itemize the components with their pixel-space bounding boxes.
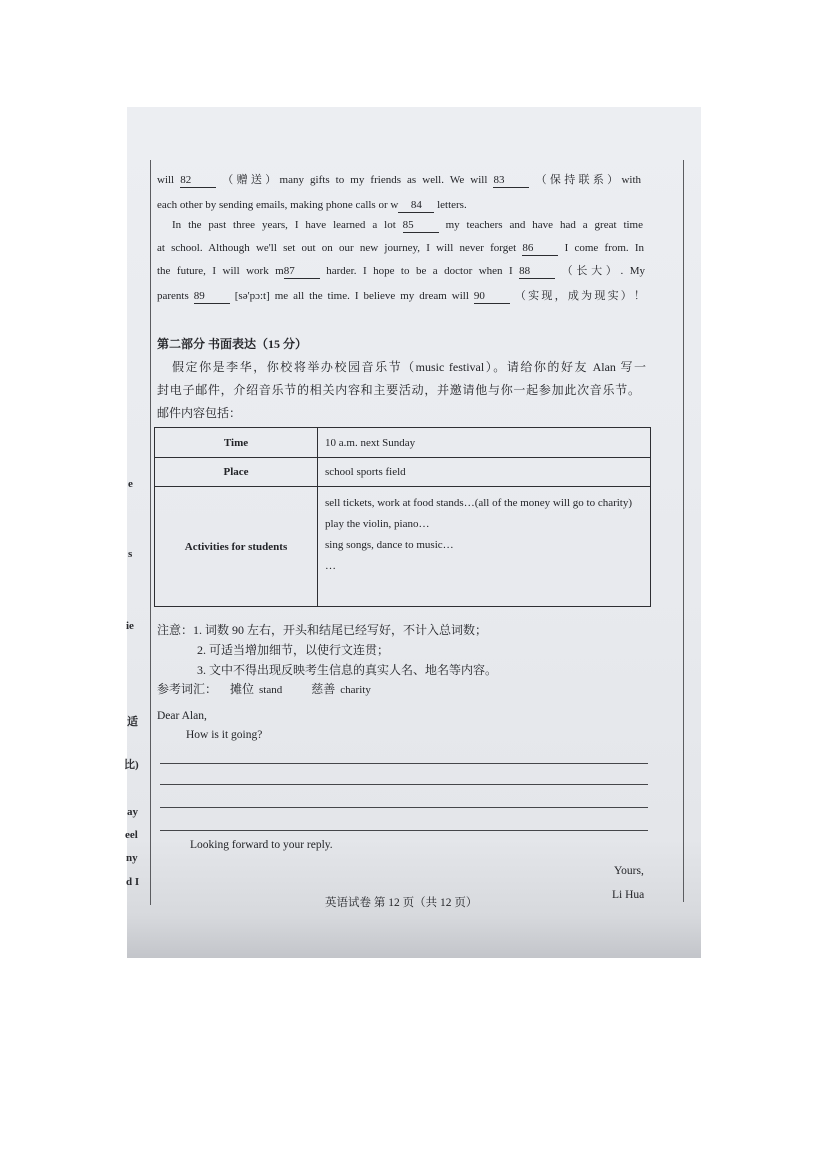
passage-text: In the past three years, I have learned a lot: [172, 219, 396, 231]
table-label-activities: Activities for students: [155, 487, 318, 607]
table-row: [155, 428, 651, 458]
writing-line: [160, 784, 648, 785]
answer-blank-86: 86: [522, 242, 558, 256]
passage-text: my teachers and have had a great time: [445, 219, 643, 231]
passage-text: the future, I will work m: [157, 265, 284, 277]
vocab-label: 参考词汇：: [157, 682, 218, 696]
margin-fragment: 适: [127, 716, 138, 728]
answer-blank-83: 83: [493, 174, 529, 188]
passage-line: [157, 197, 467, 213]
vocab-en: charity: [340, 684, 371, 696]
note-item: 1. 词数 90 左右，开头和结尾已经写好，不计入总词数；: [193, 623, 488, 637]
writing-line: [160, 763, 648, 764]
vocab-zh: 慈善: [311, 682, 336, 696]
letter-greeting: Dear Alan,: [157, 710, 207, 722]
activity-item: play the violin, piano…: [325, 518, 430, 530]
answer-blank-87: 87: [284, 265, 320, 279]
passage-text: I come from. In: [564, 242, 645, 254]
table-value-activities: [318, 487, 651, 607]
right-margin-rule: [683, 160, 684, 902]
margin-fragment: ny: [126, 852, 138, 864]
reference-vocabulary: [157, 681, 371, 698]
letter-opening: How is it going?: [186, 729, 263, 741]
margin-fragment: eel: [125, 829, 138, 841]
answer-blank-82: 82: [180, 174, 216, 188]
event-info-table: [154, 427, 651, 607]
margin-fragment: 比): [124, 759, 139, 771]
left-margin-rule: [150, 160, 151, 905]
answer-blank-90: 90: [474, 290, 510, 304]
answer-blank-89: 89: [194, 290, 230, 304]
task-prompt-line: 假定你是李华，你校将举办校园音乐节（music festival）。请给你的好友 Alan 写一: [172, 360, 646, 374]
table-value-place: school sports field: [318, 458, 651, 487]
task-prompt-line: 邮件内容包括：: [157, 406, 242, 420]
table-row: [155, 487, 651, 607]
passage-text: （长大）. My: [561, 265, 646, 277]
margin-fragment: ie: [126, 620, 134, 632]
passage-line: [157, 240, 644, 256]
table-value-time: 10 a.m. next Sunday: [318, 428, 651, 458]
answer-blank-85: 85: [403, 219, 439, 233]
passage-text: letters.: [437, 199, 467, 211]
margin-fragment: s: [128, 548, 133, 560]
passage-line: [157, 288, 645, 304]
passage-line: [172, 217, 643, 233]
letter-signature: Li Hua: [612, 889, 645, 901]
writing-line: [160, 830, 648, 831]
margin-fragment: ay: [127, 806, 138, 818]
table-label-place: Place: [155, 458, 318, 487]
passage-text: [sə'pɔ:t] me all the time. I believe my dream will: [234, 290, 469, 302]
table-label-time: Time: [155, 428, 318, 458]
passage-text: （实现，成为现实）！: [514, 290, 646, 302]
notes-label: 注意：: [157, 623, 194, 637]
page-footer: 英语试卷 第 12 页（共 12 页）: [325, 897, 478, 909]
passage-text: （保持联系）with: [535, 174, 642, 186]
activity-item: sell tickets, work at food stands…(all of the money will go to charity): [325, 497, 633, 509]
activity-item: …: [325, 560, 336, 572]
passage-text: parents: [157, 290, 189, 302]
answer-blank-84: 84: [398, 199, 434, 213]
activity-item: sing songs, dance to music…: [325, 539, 454, 551]
vocab-zh: 摊位: [230, 682, 255, 696]
passage-text: will: [157, 174, 175, 186]
notes-line: [157, 622, 487, 638]
margin-fragment: d I: [126, 876, 140, 888]
passage-line: [157, 172, 641, 188]
letter-closing-line: Looking forward to your reply.: [190, 839, 333, 851]
note-item: 2. 可适当增加细节，以使行文连贯；: [197, 643, 390, 657]
letter-signoff: Yours,: [614, 865, 644, 877]
passage-line: [157, 263, 645, 279]
writing-line: [160, 807, 648, 808]
table-row: [155, 458, 651, 487]
margin-fragment: e: [128, 478, 133, 490]
note-item: 3. 文中不得出现反映考生信息的真实人名、地名等内容。: [197, 663, 498, 677]
task-prompt-line: 封电子邮件，介绍音乐节的相关内容和主要活动，并邀请他与你一起参加此次音乐节。: [157, 383, 640, 397]
passage-text: at school. Although we'll set out on our new journey, I will never forget: [157, 242, 517, 254]
passage-text: harder. I hope to be a doctor when I: [326, 265, 513, 277]
vocab-en: stand: [259, 684, 283, 696]
section-heading: 第二部分 书面表达（15 分）: [157, 337, 308, 351]
answer-blank-88: 88: [519, 265, 555, 279]
passage-text: （赠送）many gifts to my friends as well. We will: [222, 174, 488, 186]
passage-text: each other by sending emails, making phone calls or w: [157, 199, 399, 211]
